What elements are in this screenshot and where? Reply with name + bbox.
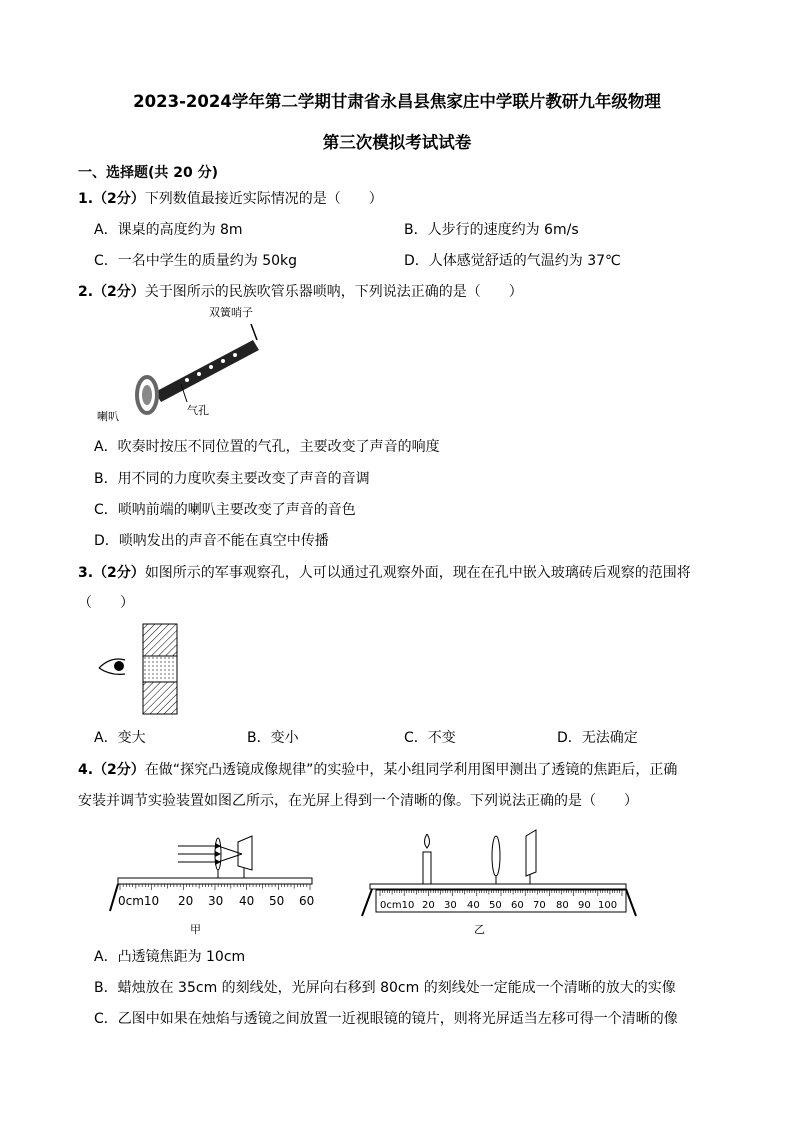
q3-option-b: B．变小 <box>247 730 299 746</box>
yi-tick-label: 90 <box>578 900 591 911</box>
suona-figure <box>95 300 295 425</box>
figure-label-horn: 喇叭 <box>97 410 119 423</box>
q4-option-c: C．乙图中如果在烛焰与透镜之间放置一近视眼镜的镜片，则将光屏适当左移可得一个清晰的像 <box>94 1011 678 1027</box>
question-4: 4.（2分）在做“探究凸透镜成像规律”的实验中，某小组同学利用图甲测出了透镜的焦距后，正确 <box>78 762 678 778</box>
q4-option-a: A．凸透镜焦距为 10cm <box>94 949 246 965</box>
yi-tick-label: 40 <box>467 900 480 911</box>
q2-option-c: C．唢呐前端的喇叭主要改变了声音的音色 <box>94 502 356 518</box>
q2-option-b: B．用不同的力度吹奏主要改变了声音的音调 <box>94 471 370 487</box>
q1-option-d: D．人体感觉舒适的气温约为 37℃ <box>404 253 621 269</box>
lens-figure-yi <box>360 826 650 938</box>
yi-caption: 乙 <box>474 923 485 936</box>
q2-option-d: D．唢呐发出的声音不能在真空中传播 <box>94 533 329 549</box>
title-line-1: 2023-2024学年第二学期甘肃省永昌县焦家庄中学联片教研九年级物理 <box>133 92 661 111</box>
q1-option-b: B．人步行的速度约为 6m/s <box>404 222 579 238</box>
q4-option-b: B．蜡烛放在 35cm 的刻线处，光屏向右移到 80cm 的刻线处一定能成一个清晰的放大的实像 <box>94 980 676 996</box>
section-heading: 一、选择题(共 20 分) <box>78 165 219 181</box>
question-2: 2.（2分）关于图所示的民族吹管乐器唢呐，下列说法正确的是（ ） <box>78 284 523 300</box>
jia-tick-label: 60 <box>299 894 314 908</box>
q3-option-d: D．无法确定 <box>557 730 638 746</box>
yi-ruler-ticks <box>380 890 622 896</box>
jia-ruler-ticks <box>120 884 310 890</box>
yi-tick-label: 100 <box>598 900 618 911</box>
yi-tick-label: 50 <box>489 900 502 911</box>
q2-option-a: A．吹奏时按压不同位置的气孔，主要改变了声音的响度 <box>94 439 440 455</box>
jia-tick-label: 20 <box>178 894 194 908</box>
yi-tick-label: 60 <box>511 900 524 911</box>
yi-tick-label: 20 <box>422 900 435 911</box>
jia-tick-label: 0cm10 <box>118 894 160 908</box>
question-4-cont: 安装并调节实验装置如图乙所示，在光屏上得到一个清晰的像。下列说法正确的是（ ） <box>78 793 638 809</box>
question-3: 3.（2分）如图所示的军事观察孔，人可以通过孔观察外面，现在在孔中嵌入玻璃砖后观察的范围将 <box>78 565 691 581</box>
yi-tick-label: 70 <box>533 900 546 911</box>
jia-tick-label: 40 <box>239 894 255 908</box>
q1-option-c: C．一名中学生的质量约为 50kg <box>94 253 298 269</box>
jia-caption: 甲 <box>190 923 201 936</box>
jia-tick-label: 50 <box>269 894 285 908</box>
q3-option-a: A．变大 <box>94 730 146 746</box>
question-1: 1.（2分）下列数值最接近实际情况的是（ ） <box>78 191 383 207</box>
yi-tick-label: 30 <box>444 900 457 911</box>
q3-option-c: C．不变 <box>404 730 456 746</box>
q1-option-a: A．课桌的高度约为 8m <box>94 222 243 238</box>
yi-tick-label: 80 <box>556 900 569 911</box>
lens-figure-jia <box>98 826 314 938</box>
figure-label-hole: 气孔 <box>187 404 209 417</box>
figure-label-reed: 双簧哨子 <box>209 306 253 319</box>
question-3-cont: （ ） <box>78 595 134 611</box>
yi-tick-label: 0cm10 <box>380 900 415 911</box>
jia-tick-label: 30 <box>208 894 224 908</box>
observation-hole-figure <box>95 620 185 720</box>
title-line-2: 第三次模拟考试试卷 <box>322 133 472 152</box>
